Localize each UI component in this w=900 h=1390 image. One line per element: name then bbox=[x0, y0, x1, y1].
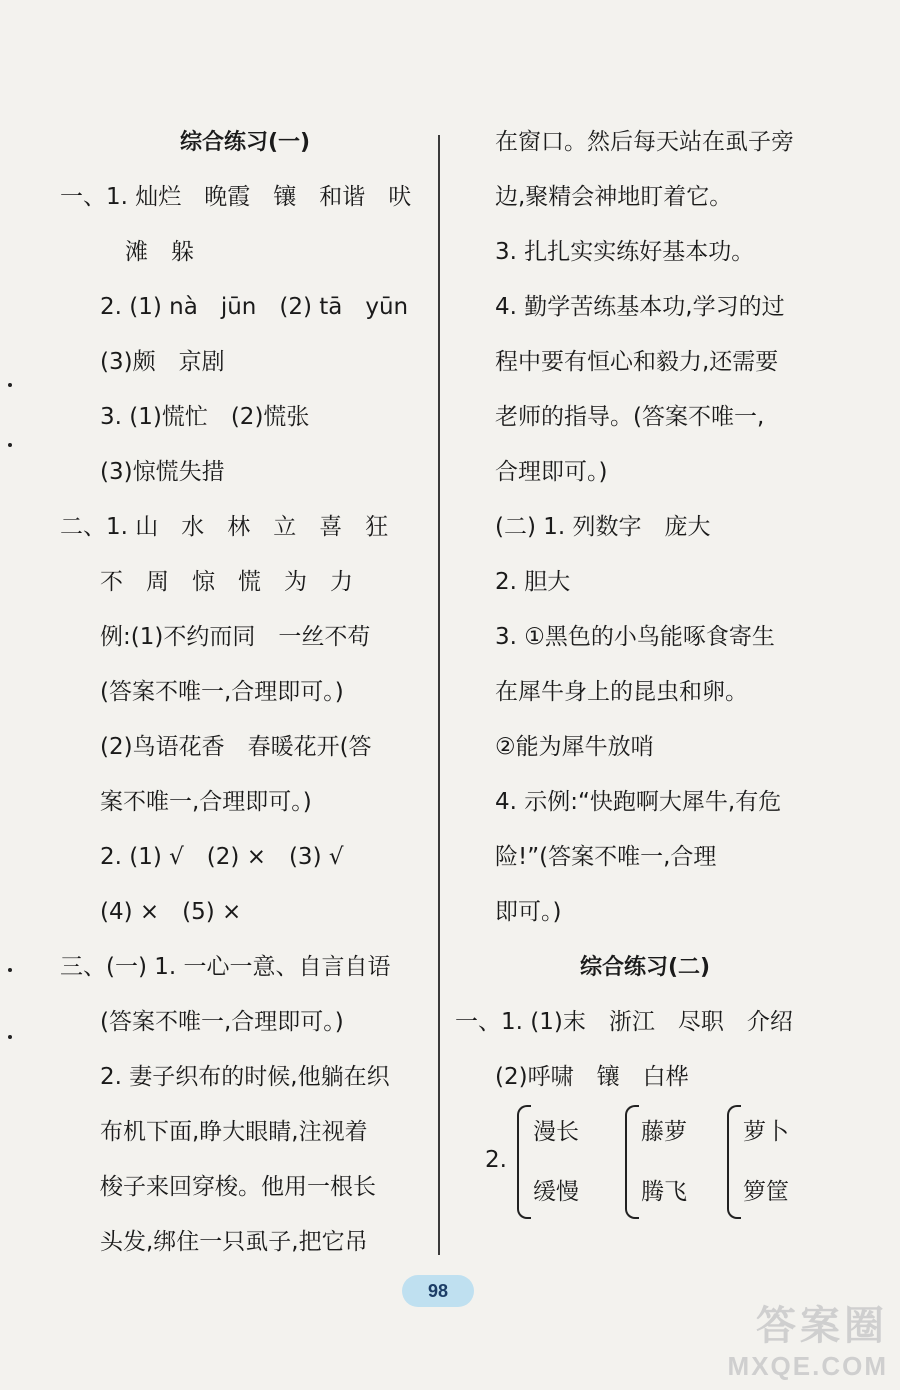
answer-line: 险!”(答案不唯一,合理 bbox=[495, 844, 717, 870]
answer-line: (答案不唯一,合理即可。) bbox=[100, 1009, 344, 1035]
word: 腾飞 bbox=[641, 1179, 687, 1205]
answer-line: 2. (1) √ (2) × (3) √ bbox=[100, 844, 344, 870]
word: 萝卜 bbox=[743, 1119, 789, 1145]
answer-line: (二) 1. 列数字 庞大 bbox=[495, 514, 711, 540]
right-column bbox=[455, 115, 835, 1220]
word: 箩筐 bbox=[743, 1179, 789, 1205]
margin-dot bbox=[8, 1035, 12, 1039]
section-title: 综合练习(一) bbox=[179, 130, 311, 155]
answer-line: 即可。) bbox=[495, 899, 562, 925]
answer-line: 程中要有恒心和毅力,还需要 bbox=[495, 349, 779, 375]
section-title: 综合练习(二) bbox=[579, 955, 711, 980]
answer-line: 在犀牛身上的昆虫和卵。 bbox=[495, 679, 748, 705]
answer-line: (2)呼啸 镶 白桦 bbox=[495, 1064, 689, 1090]
answer-line: 4. 勤学苦练基本功,学习的过 bbox=[495, 294, 785, 320]
answer-line: ②能为犀牛放哨 bbox=[495, 734, 654, 760]
answer-line: 例:(1)不约而同 一丝不苟 bbox=[100, 624, 371, 650]
word: 藤萝 bbox=[641, 1119, 687, 1145]
answer-line: (4) × (5) × bbox=[100, 899, 242, 925]
answer-line: (3)惊慌失措 bbox=[100, 459, 225, 485]
word-brace-group bbox=[455, 1105, 835, 1220]
word: 漫长 bbox=[533, 1119, 579, 1145]
answer-line: 3. (1)慌忙 (2)慌张 bbox=[100, 404, 310, 430]
margin-dot bbox=[8, 968, 12, 972]
answer-line: 一、1. 灿烂 晚霞 镶 和谐 吠 bbox=[60, 184, 412, 210]
answer-line: 合理即可。) bbox=[495, 459, 608, 485]
answer-line: 4. 示例:“快跑啊大犀牛,有危 bbox=[495, 789, 782, 815]
answer-line: 梭子来回穿梭。他用一根长 bbox=[100, 1174, 376, 1200]
answer-line: 老师的指导。(答案不唯一, bbox=[495, 404, 765, 430]
answer-line: 布机下面,睁大眼睛,注视着 bbox=[100, 1119, 368, 1145]
left-column bbox=[60, 115, 430, 1270]
column-divider bbox=[438, 135, 440, 1255]
answer-line: (答案不唯一,合理即可。) bbox=[100, 679, 344, 705]
word: 缓慢 bbox=[533, 1179, 579, 1205]
brace bbox=[625, 1105, 639, 1219]
brace bbox=[517, 1105, 531, 1219]
margin-dot bbox=[8, 443, 12, 447]
answer-line: 头发,绑住一只虱子,把它吊 bbox=[100, 1229, 368, 1255]
page-number: 98 bbox=[402, 1275, 474, 1307]
item-number: 2. bbox=[485, 1147, 507, 1173]
margin-dot bbox=[8, 383, 12, 387]
answer-line: 3. ①黑色的小鸟能啄食寄生 bbox=[495, 624, 775, 650]
answer-line: 2. 妻子织布的时候,他躺在织 bbox=[100, 1064, 390, 1090]
answer-line: 不 周 惊 慌 为 力 bbox=[100, 569, 353, 595]
answer-line: 边,聚精会神地盯着它。 bbox=[495, 184, 733, 210]
watermark-logo: 答案圈 MXQE.COM bbox=[727, 1304, 888, 1381]
answer-line: 二、1. 山 水 林 立 喜 狂 bbox=[60, 514, 389, 540]
answer-line: 三、(一) 1. 一心一意、自言自语 bbox=[60, 954, 391, 980]
answer-line: 2. 胆大 bbox=[495, 569, 571, 595]
answer-line: 2. (1) nà jūn (2) tā yūn bbox=[100, 294, 409, 320]
answer-line: (2)鸟语花香 春暖花开(答 bbox=[100, 734, 372, 760]
answer-line: 一、1. (1)末 浙江 尽职 介绍 bbox=[455, 1009, 793, 1035]
answer-line: 滩 躲 bbox=[125, 239, 194, 265]
answer-line: (3)颇 京剧 bbox=[100, 349, 225, 375]
brace bbox=[727, 1105, 741, 1219]
answer-line: 案不唯一,合理即可。) bbox=[100, 789, 312, 815]
answer-line: 在窗口。然后每天站在虱子旁 bbox=[495, 129, 794, 155]
answer-line: 3. 扎扎实实练好基本功。 bbox=[495, 239, 755, 265]
